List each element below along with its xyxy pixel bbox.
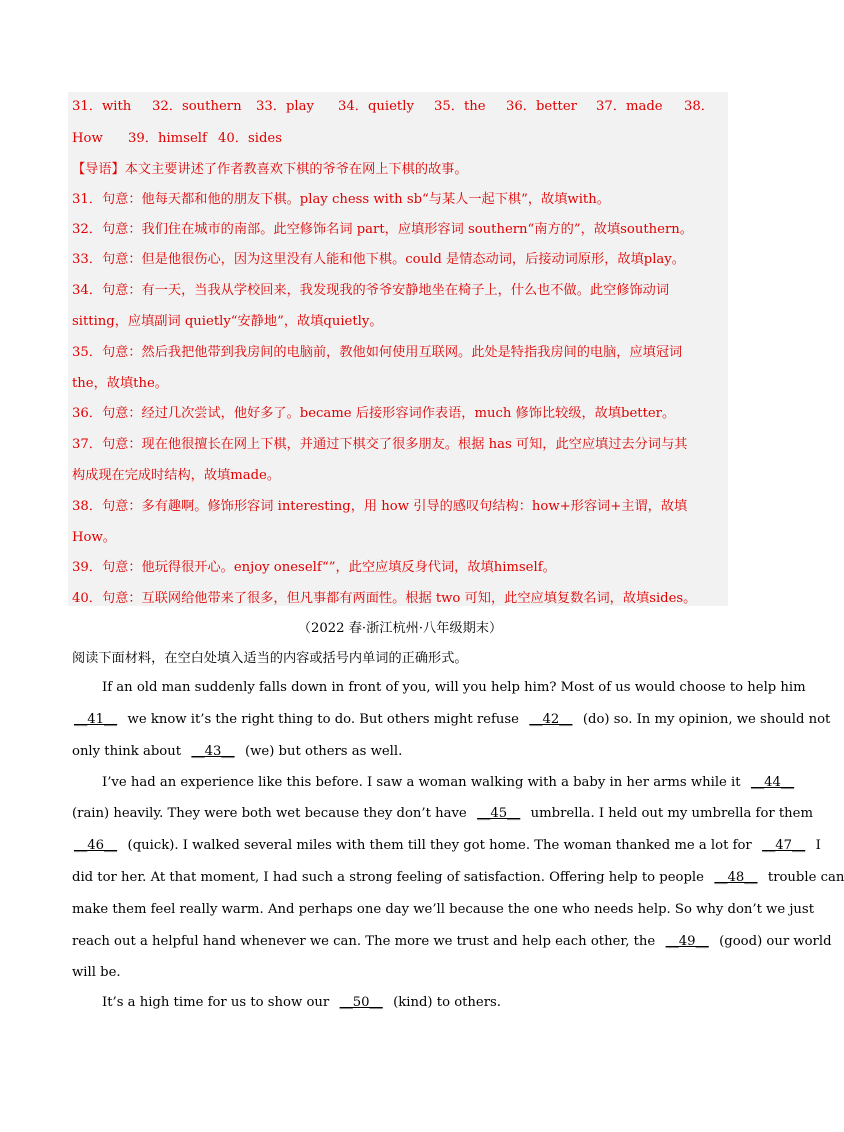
- passage-text: (do) so. In my opinion, we should not: [582, 712, 831, 727]
- blank-41[interactable]: __41__: [74, 712, 118, 727]
- blank-45[interactable]: __45__: [477, 806, 521, 821]
- explanation-35: 35．句意：然后我把他带到我房间的电脑前，教他如何使用互联网。此处是特指我房间的电脑，应填冠词: [72, 345, 683, 360]
- answer-38: How: [72, 131, 103, 146]
- answer-38-num: 38．: [684, 99, 714, 114]
- blank-48[interactable]: __48__: [714, 870, 758, 885]
- passage-text: make them feel really warm. And perhaps one day we’ll because the one who needs help. So why don’t we just: [72, 902, 814, 917]
- blank-49[interactable]: __49__: [665, 934, 709, 949]
- blank-46[interactable]: __46__: [74, 838, 118, 853]
- passage-line-7: [72, 869, 844, 887]
- explanation-34-cont: sitting，应填副词 quietly“安静地”，故填quietly。: [72, 314, 383, 329]
- answer-row-1: [72, 98, 714, 116]
- passage-line-3: [72, 743, 402, 761]
- passage-line-5: [72, 805, 813, 823]
- answer-34: 34．quietly: [338, 99, 414, 114]
- explanation-37-cont: 构成现在完成时结构，故填made。: [72, 468, 281, 483]
- passage-text: I’ve had an experience like this before. I saw a woman walking with a baby in her arms while it: [102, 775, 741, 790]
- explanation-38-cont: How。: [72, 530, 116, 545]
- blank-50[interactable]: __50__: [339, 995, 383, 1010]
- answer-32: 32．southern: [152, 99, 242, 114]
- answer-35: 35．the: [434, 99, 486, 114]
- passage-text: (quick). I walked several miles with them till they got home. The woman thanked me a lot for: [127, 838, 752, 853]
- passage-line-8: [72, 901, 814, 919]
- passage-text: (kind) to others.: [393, 995, 501, 1010]
- answer-40: 40．sides: [218, 131, 282, 146]
- explanation-32: 32．句意：我们住在城市的南部。此空修饰名词 part，应填形容词 southern“南方的”，故填southern。: [72, 222, 693, 237]
- explanation-33: 33．句意：但是他很伤心，因为这里没有人能和他下棋。could 是情态动词，后接动词原形，故填play。: [72, 252, 685, 267]
- passage-text: It’s a high time for us to show our: [102, 995, 330, 1010]
- answer-36: 36．better: [506, 99, 577, 114]
- explanation-39: 39．句意：他玩得很开心。enjoy oneself“”，此空应填反身代词，故填himself。: [72, 560, 556, 575]
- blank-44[interactable]: __44__: [750, 775, 795, 790]
- passage-text: I: [815, 838, 821, 853]
- passage-line-10: [72, 964, 121, 982]
- passage-text: (good) our world: [719, 934, 832, 949]
- explanation-37: 37．句意：现在他很擅长在网上下棋，并通过下棋交了很多朋友。根据 has 可知，此空应填过去分词与其: [72, 437, 688, 452]
- passage-line-9: [72, 933, 832, 951]
- passage-text: we know it’s the right thing to do. But others might refuse: [127, 712, 519, 727]
- passage-text: If an old man suddenly falls down in front of you, will you help him? Most of us would choose to help him: [102, 680, 806, 695]
- explanation-38: 38．句意：多有趣啊。修饰形容词 interesting，用 how 引导的感叹句结构：how+形容词+主谓，故填: [72, 499, 688, 514]
- passage-line-6: [72, 837, 821, 855]
- answer-31: 31．with: [72, 99, 132, 114]
- answer-37: 37．made: [596, 99, 663, 114]
- instruction-text: 阅读下面材料，在空白处填入适当的内容或括号内单词的正确形式。: [72, 651, 468, 666]
- blank-43[interactable]: __43__: [191, 744, 235, 759]
- passage-line-1: [102, 679, 806, 697]
- passage-line-2: [72, 711, 830, 729]
- passage-text: did tor her. At that moment, I had such a strong feeling of satisfaction. Offering help to people: [72, 870, 704, 885]
- explanation-35-cont: the，故填the。: [72, 376, 168, 391]
- passage-text: (rain) heavily. They were both wet because they don’t have: [72, 806, 467, 821]
- passage-text: umbrella. I held out my umbrella for them: [530, 806, 813, 821]
- passage-text: reach out a helpful hand whenever we can. The more we trust and help each other, the: [72, 934, 656, 949]
- answer-33: 33．play: [256, 99, 314, 114]
- passage-text: only think about: [72, 744, 182, 759]
- passage-text: (we) but others as well.: [244, 744, 403, 759]
- explanation-31: 31．句意：他每天都和他的朋友下棋。play chess with sb“与某人一起下棋”，故填with。: [72, 192, 610, 207]
- passage-line-4: [102, 774, 796, 792]
- answer-39: 39．himself: [128, 131, 207, 146]
- explanation-40: 40．句意：互联网给他带来了很多，但凡事都有两面性。根据 two 可知，此空应填复数名词，故填sides。: [72, 591, 697, 606]
- passage-text: will be.: [72, 965, 121, 980]
- source-label: （2022 春·浙江杭州·八年级期末）: [297, 621, 503, 636]
- answer-row-2: [72, 130, 282, 148]
- passage-line-11: [102, 994, 501, 1012]
- blank-42[interactable]: __42__: [529, 712, 573, 727]
- explanation-36: 36．句意：经过几次尝试，他好多了。became 后接形容词作表语，much 修饰比较级，故填better。: [72, 406, 676, 421]
- guide-text: 【导语】本文主要讲述了作者教喜欢下棋的爷爷在网上下棋的故事。: [72, 162, 468, 177]
- passage-text: trouble can: [767, 870, 844, 885]
- explanation-34: 34．句意：有一天，当我从学校回来，我发现我的爷爷安静地坐在椅子上，什么也不做。此空修饰动词: [72, 283, 670, 298]
- blank-47[interactable]: __47__: [762, 838, 806, 853]
